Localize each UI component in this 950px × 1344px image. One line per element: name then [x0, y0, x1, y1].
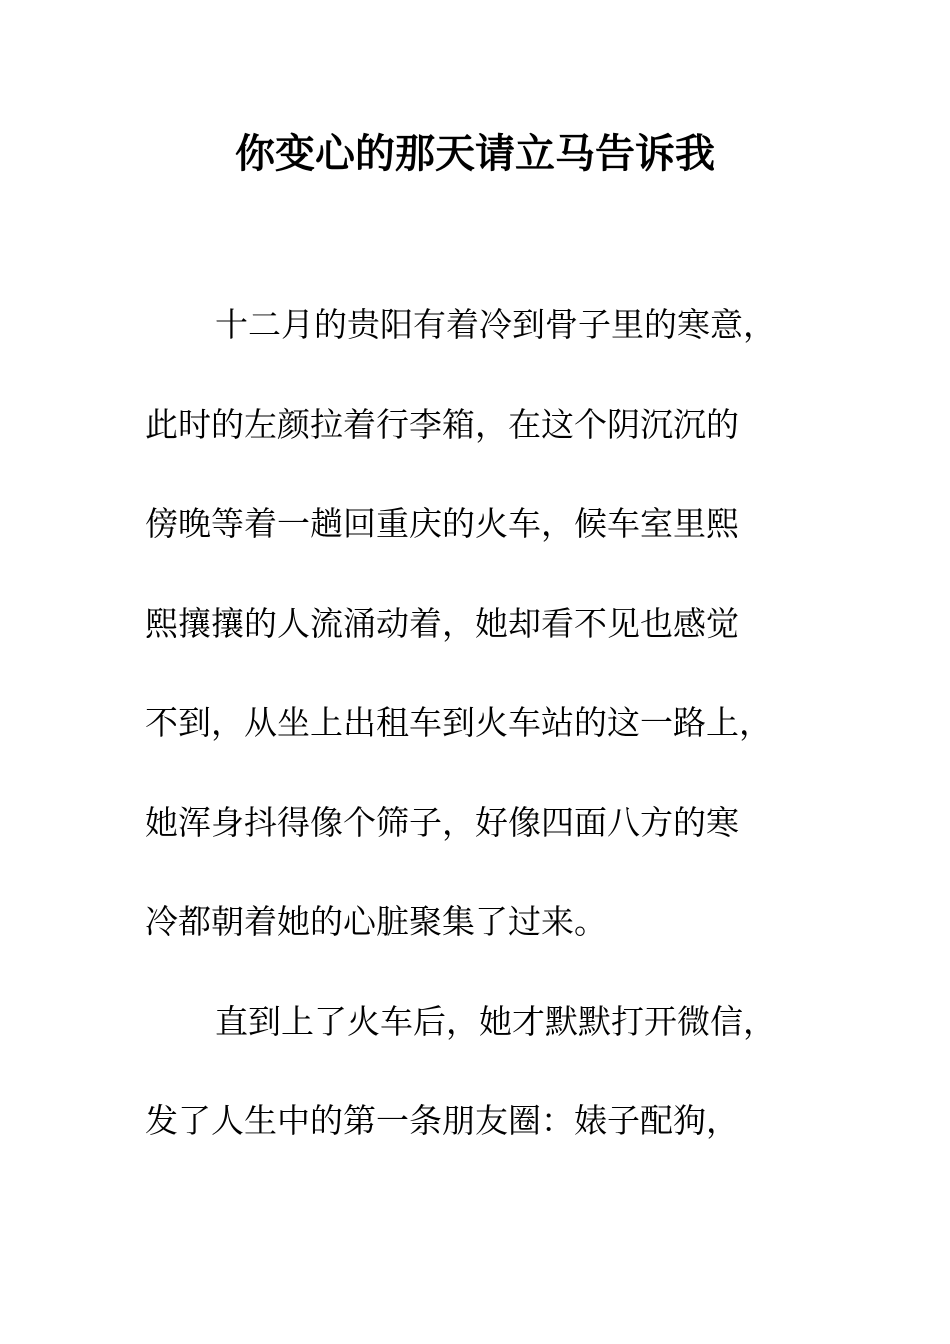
document-body: [145, 300, 825, 1196]
paragraph-line: 直到上了火车后，她才默默打开微信，: [215, 1001, 776, 1041]
paragraph-line: 熙攘攘的人流涌动着，她却看不见也感觉: [145, 603, 739, 643]
paragraph-line: 十二月的贵阳有着冷到骨子里的寒意，: [215, 305, 776, 344]
paragraph-line: 冷都朝着她的心脏聚集了过来。: [145, 902, 607, 941]
paragraph-line: 发了人生中的第一条朋友圈：婊子配狗，: [145, 1101, 739, 1140]
paragraph-line: 她浑身抖得像个筛子，好像四面八方的寒: [145, 802, 739, 842]
document-title: 你变心的那天请立马告诉我: [235, 130, 715, 177]
paragraph-line: 此时的左颜拉着行李箱，在这个阴沉沉的: [145, 404, 739, 444]
paragraph-line: 傍晚等着一趟回重庆的火车，候车室里熙: [145, 504, 739, 543]
paragraph-line: 不到，从坐上出租车到火车站的这一路上，: [145, 703, 772, 742]
